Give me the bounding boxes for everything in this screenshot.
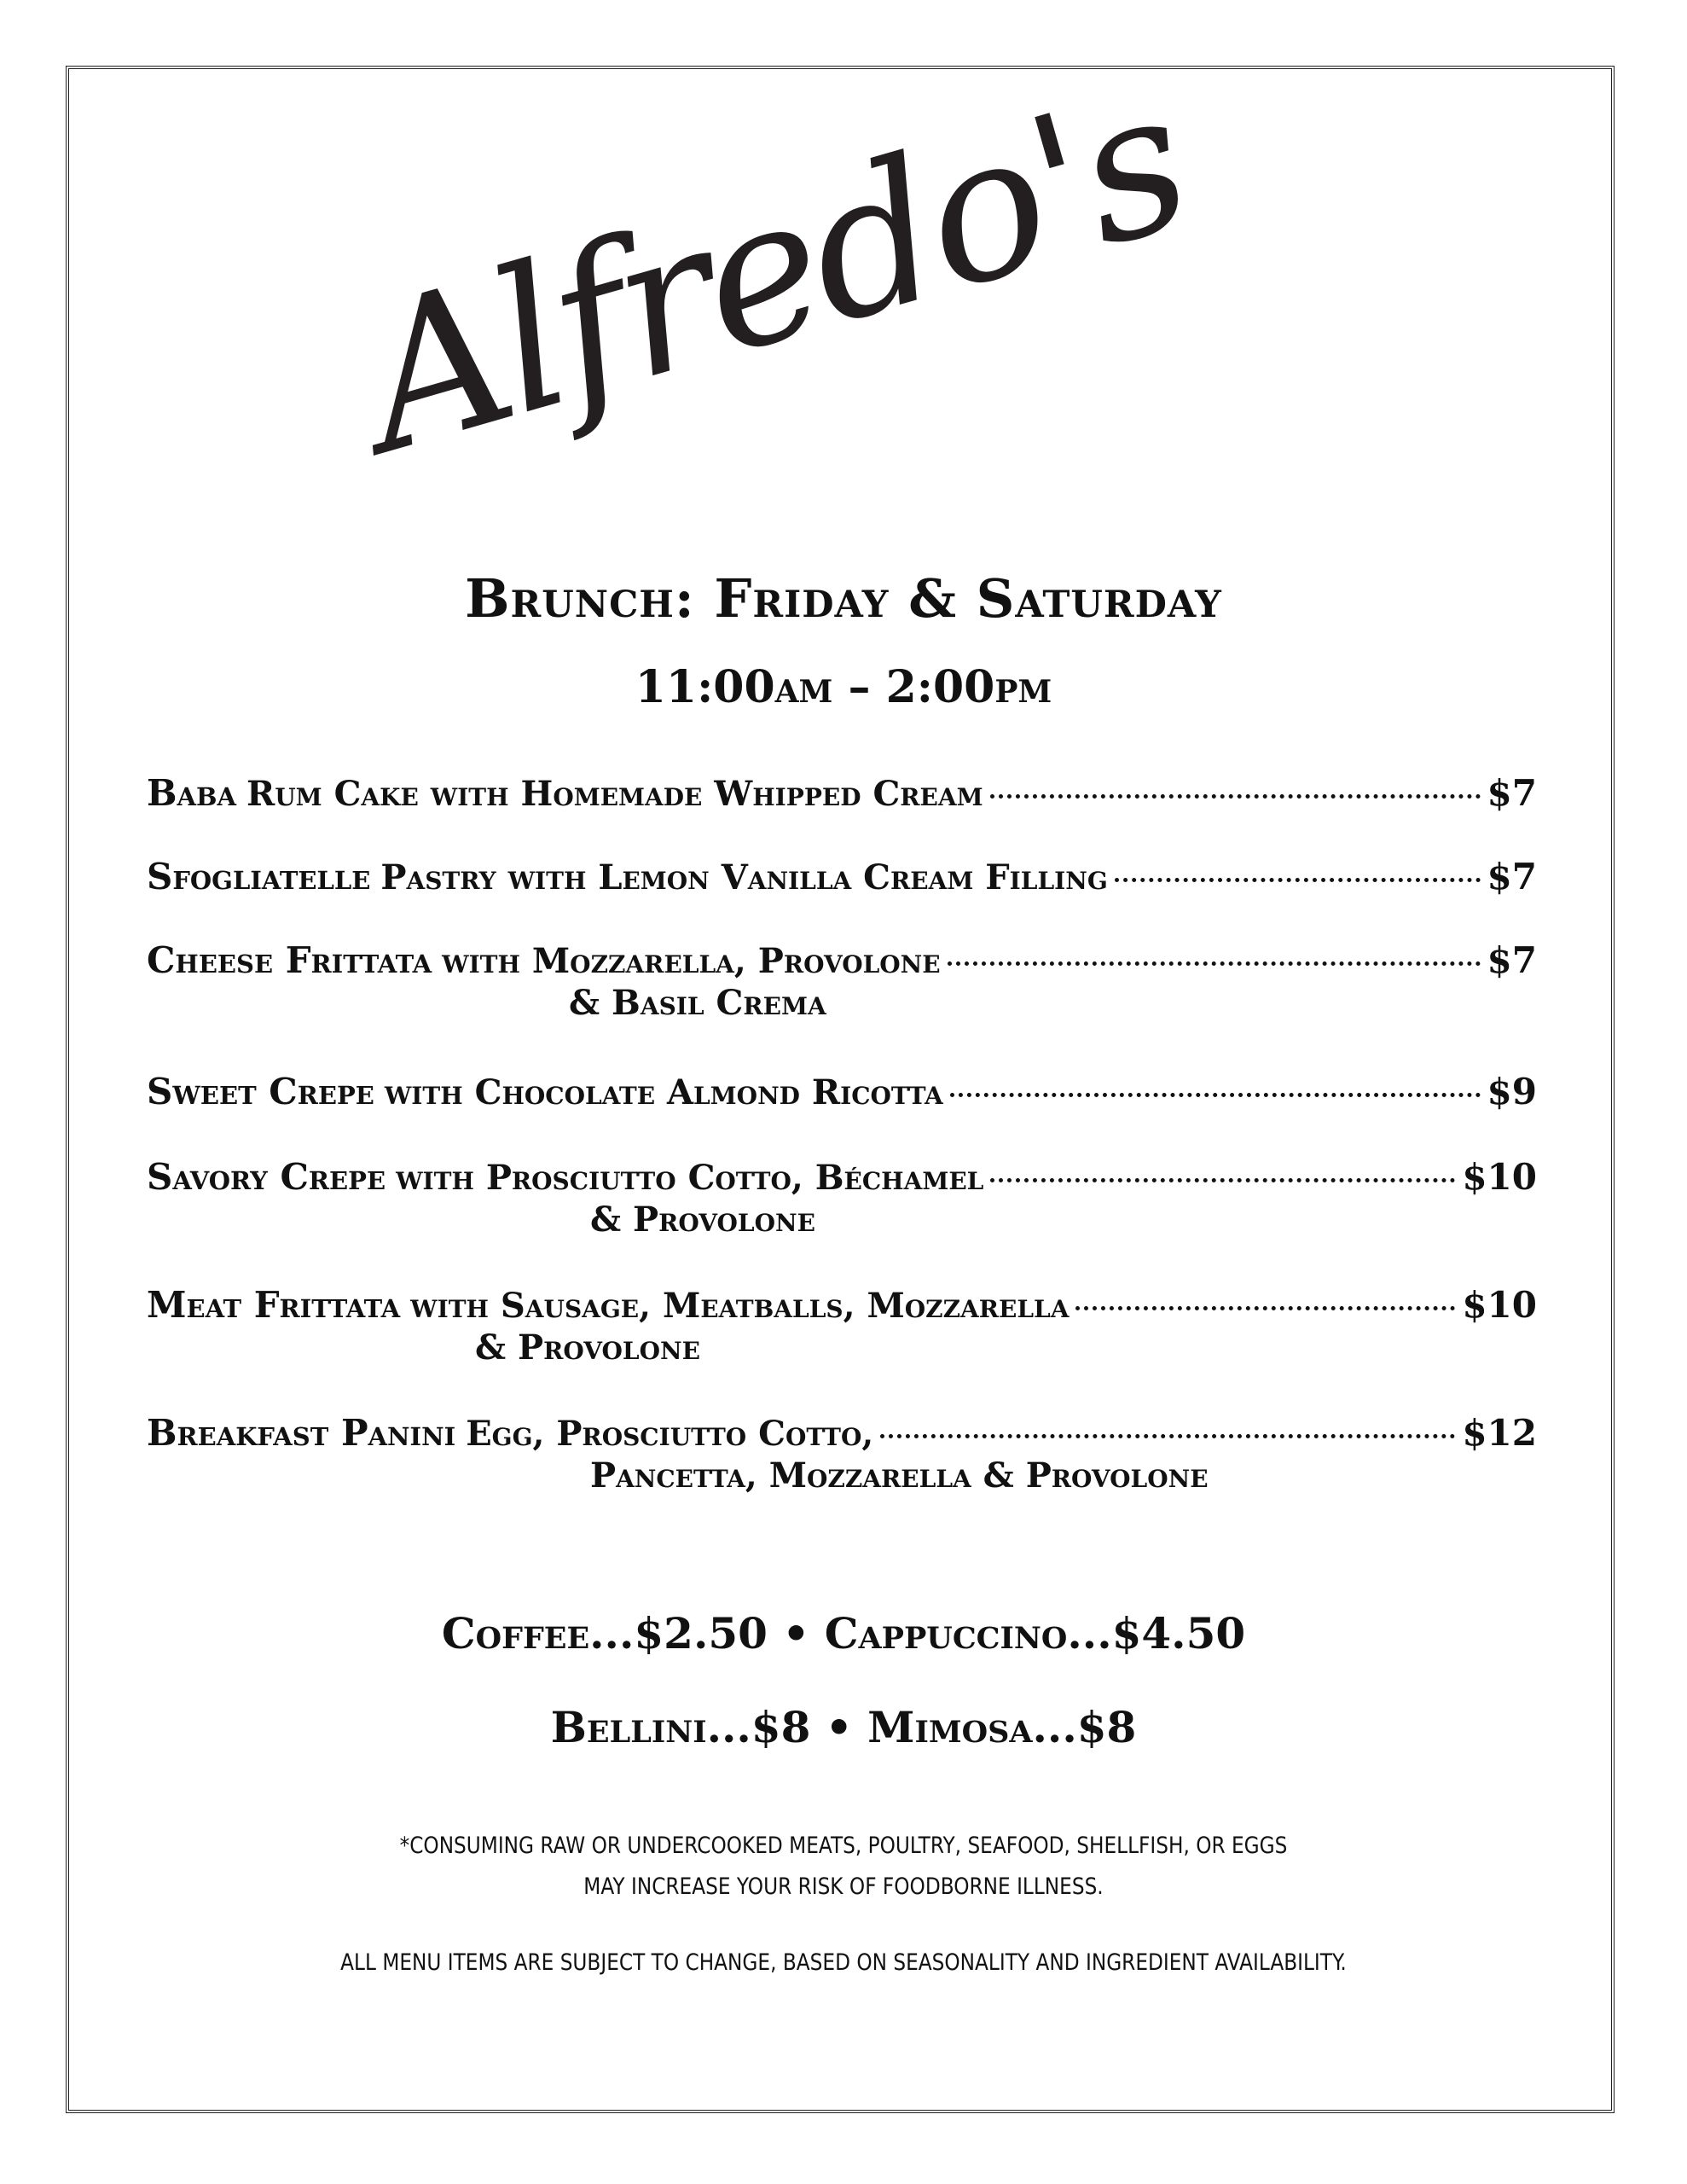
item-price: $7 [1487, 772, 1537, 814]
item-description: with Chocolate Almond Ricotta [384, 1072, 943, 1112]
menu-change-notice: ALL MENU ITEMS ARE SUBJECT TO CHANGE, BASED ON SEASONALITY AND INGREDIENT AVAILABILITY. [340, 1949, 1347, 1976]
dot-leader [990, 1178, 1455, 1182]
item-price: $10 [1462, 1156, 1537, 1198]
dot-leader [990, 794, 1481, 799]
menu-item [147, 939, 1537, 1024]
item-description: Pastry with Lemon Vanilla Cream Filling [380, 857, 1108, 897]
restaurant-logo [338, 46, 1313, 525]
drinks-coffee-line: Coffee...$2.50 • Cappuccino...$4.50 [441, 1608, 1246, 1658]
item-price: $7 [1487, 939, 1537, 981]
item-name: Breakfast Panini [147, 1412, 456, 1454]
raw-food-warning-line1: *CONSUMING RAW OR UNDERCOOKED MEATS, POULTRY, SEAFOOD, SHELLFISH, OR EGGS [399, 1833, 1288, 1859]
dot-leader [948, 961, 1481, 966]
item-name: Meat Frittata [147, 1284, 401, 1326]
menu-title: Brunch: Friday & Saturday [465, 567, 1222, 630]
item-price: $12 [1462, 1412, 1537, 1454]
item-description-continued: & Provolone [475, 1327, 700, 1368]
menu-item [147, 1284, 1537, 1368]
brunch-hours: 11:00am – 2:00pm [635, 661, 1052, 713]
item-price: $7 [1487, 856, 1537, 897]
item-description: with Sausage, Meatballs, Mozzarella [410, 1286, 1070, 1326]
item-description: Rum Cake with Homemade Whipped Cream [246, 774, 983, 814]
item-description: Egg, Prosciutto Cotto, [466, 1414, 874, 1454]
item-price: $10 [1462, 1284, 1537, 1326]
item-description-continued: & Basil Crema [569, 983, 826, 1023]
item-description-continued: & Provolone [590, 1199, 815, 1240]
menu-item [147, 772, 1537, 816]
item-description: with Mozzarella, Provolone [442, 941, 941, 981]
menu-item [147, 1412, 1537, 1496]
item-name: Savory Crepe [147, 1156, 386, 1198]
dot-leader [1115, 878, 1481, 882]
item-price: $9 [1487, 1071, 1537, 1112]
dot-leader [950, 1093, 1481, 1097]
dot-leader [1075, 1306, 1455, 1310]
item-description: with Prosciutto Cotto, Béchamel [396, 1158, 984, 1198]
logo-text: Alfredo's [338, 46, 1208, 497]
item-name: Sfogliatelle [147, 856, 371, 897]
item-description-continued: Pancetta, Mozzarella & Provolone [590, 1455, 1209, 1496]
item-name: Sweet Crepe [147, 1071, 374, 1112]
menu-item [147, 1156, 1537, 1240]
drinks-cocktail-line: Bellini...$8 • Mimosa...$8 [550, 1702, 1137, 1752]
raw-food-warning-line2: MAY INCREASE YOUR RISK OF FOODBORNE ILLNESS. [583, 1873, 1104, 1900]
item-name: Baba [147, 772, 237, 814]
item-name: Cheese Frittata [147, 939, 432, 981]
dot-leader [880, 1434, 1455, 1438]
menu-item [147, 856, 1537, 899]
menu-item [147, 1071, 1537, 1114]
